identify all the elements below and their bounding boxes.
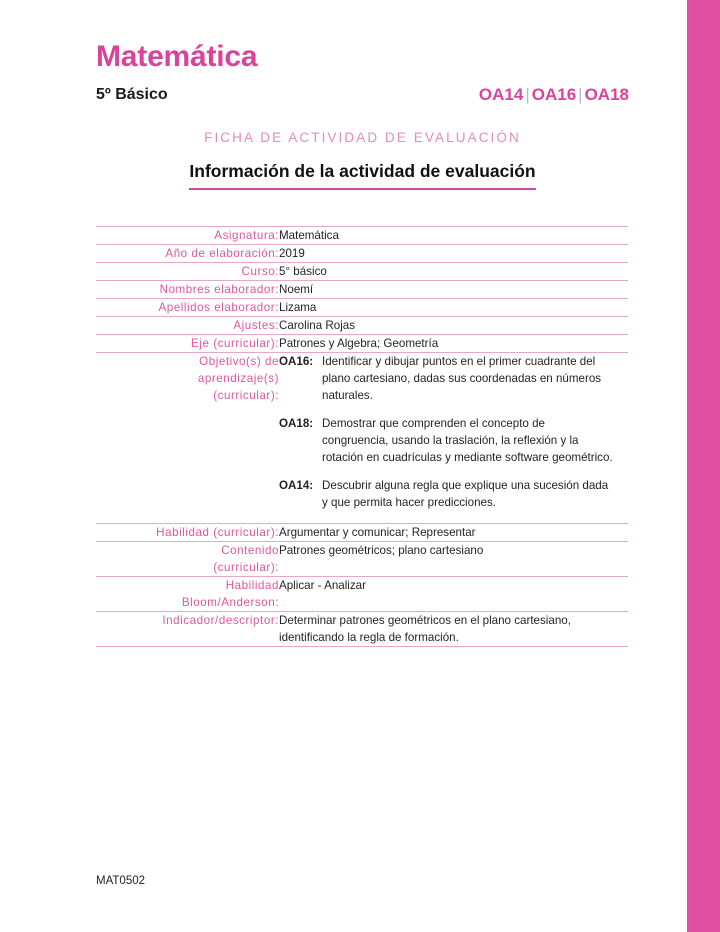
objective-code: OA14: <box>279 479 314 492</box>
row-label-eje: Eje (curricular): <box>191 337 279 350</box>
objective-item <box>279 353 628 404</box>
document-kicker: FICHA DE ACTIVIDAD DE EVALUACIÓN <box>204 130 521 145</box>
grade-level-label: 5º Básico <box>96 86 168 103</box>
objective-item <box>279 477 628 511</box>
oa-code-1: OA14 <box>478 85 524 104</box>
activity-info-table <box>96 226 628 647</box>
row-value-asignatura: Matemática <box>279 229 339 242</box>
table-row-anio <box>96 245 628 263</box>
main-heading-wrap <box>96 160 629 190</box>
footer-document-code: MAT0502 <box>96 875 146 887</box>
table-row-habilidad-curricular <box>96 524 628 542</box>
oa-code-3: OA18 <box>584 85 629 104</box>
row-value-habilidad-curricular: Argumentar y comunicar; Representar <box>279 526 476 539</box>
row-value-apellidos: Lizama <box>279 301 317 314</box>
row-value-ajustes: Carolina Rojas <box>279 319 356 332</box>
table-row-curso <box>96 263 628 281</box>
row-label-bloom: Habilidad Bloom/Anderson: <box>181 579 279 609</box>
objective-text: Descubrir alguna regla que explique una sucesión dada y que permita hacer predicciones. <box>322 479 609 509</box>
main-heading: Información de la actividad de evaluación <box>189 160 535 190</box>
row-value-nombres: Noemí <box>279 283 314 296</box>
subtitle-row <box>96 84 629 112</box>
table-row-nombres <box>96 281 628 299</box>
row-label-nombres: Nombres elaborador: <box>159 283 279 296</box>
objective-text: Identificar y dibujar puntos en el primer cuadrante del plano cartesiano, dadas sus coordenadas en números naturales. <box>322 355 602 402</box>
row-label-contenido: Contenido (curricular): <box>213 544 279 574</box>
objective-code: OA16: <box>279 355 314 368</box>
page-title: Matemática <box>96 40 258 73</box>
oa-separator-2: | <box>578 85 583 104</box>
table-row-ajustes <box>96 317 628 335</box>
row-label-ajustes: Ajustes: <box>233 319 279 332</box>
table-row-objetivos <box>96 353 628 524</box>
row-value-objetivos <box>279 353 628 524</box>
right-edge-stripe-inner <box>690 0 717 932</box>
row-label-curso: Curso: <box>241 265 279 278</box>
row-value-eje: Patrones y Algebra; Geometría <box>279 337 439 350</box>
row-value-indicador: Determinar patrones geométricos en el plano cartesiano, identificando la regla de formación. <box>279 614 571 644</box>
objective-item <box>279 415 628 466</box>
table-row-bloom <box>96 577 628 612</box>
row-label-apellidos: Apellidos elaborador: <box>158 301 279 314</box>
row-label-objetivos: Objetivo(s) de aprendizaje(s) (curricular): <box>197 355 279 402</box>
table-row-eje <box>96 335 628 353</box>
row-value-anio: 2019 <box>279 247 305 260</box>
objective-text: Demostrar que comprenden el concepto de congruencia, usando la traslación, la reflexión y la rotación en cuadrículas y mediante software geométrico. <box>322 417 613 464</box>
oa-separator-1: | <box>525 85 530 104</box>
table-row-contenido <box>96 542 628 577</box>
oa-code-2: OA16 <box>531 85 577 104</box>
row-label-habilidad-curricular: Habilidad (curricular): <box>156 526 279 539</box>
table-row-asignatura <box>96 227 628 245</box>
row-label-anio: Año de elaboración: <box>165 247 279 260</box>
row-label-asignatura: Asignatura: <box>214 229 279 242</box>
oa-codes-group <box>479 84 629 106</box>
objectives-list <box>279 353 628 511</box>
objective-code: OA18: <box>279 417 314 430</box>
document-header <box>96 40 629 190</box>
row-label-indicador: Indicador/descriptor: <box>162 614 279 627</box>
title-row <box>96 40 629 82</box>
row-value-bloom: Aplicar - Analizar <box>279 579 366 592</box>
table-row-indicador <box>96 612 628 647</box>
right-edge-stripe <box>687 0 720 932</box>
row-value-curso: 5° básico <box>279 265 327 278</box>
table-row-apellidos <box>96 299 628 317</box>
row-value-contenido: Patrones geométricos; plano cartesiano <box>279 544 484 557</box>
